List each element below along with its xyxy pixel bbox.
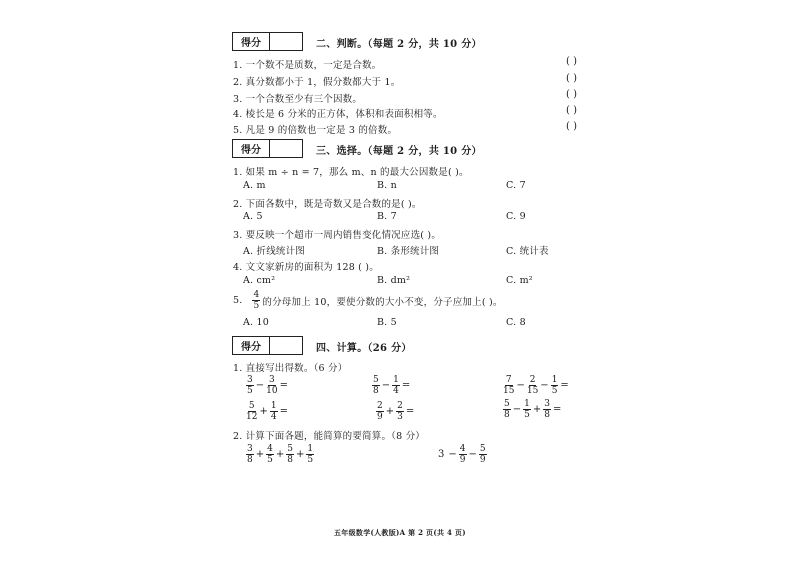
fraction-denominator: 5 bbox=[307, 455, 314, 465]
fraction-numerator: 2 bbox=[397, 401, 403, 411]
choice-q2-opt-c[interactable]: C. 9 bbox=[506, 211, 526, 222]
fraction bbox=[246, 375, 254, 396]
calc-expression-6[interactable] bbox=[503, 399, 563, 420]
page-footer: 五年级数学(人教版)A 第 2 页(共 4 页) bbox=[334, 528, 466, 537]
fraction-numerator: 3 bbox=[247, 444, 253, 454]
fraction-denominator: 12 bbox=[246, 412, 258, 422]
equals-sign: = bbox=[560, 380, 569, 391]
fraction bbox=[523, 399, 531, 420]
fraction bbox=[286, 444, 294, 465]
score-box-sec2 bbox=[232, 32, 303, 51]
section-2-title: 二、判断。（每题 2 分，共 10 分） bbox=[316, 39, 482, 50]
operator: − bbox=[255, 380, 265, 391]
fraction-denominator: 8 bbox=[544, 410, 550, 420]
answer-paren-3[interactable]: ( ) bbox=[566, 89, 577, 100]
fraction bbox=[376, 401, 384, 422]
fraction-numerator: 3 bbox=[247, 375, 253, 385]
fraction-numerator: 5 bbox=[504, 399, 510, 409]
fraction bbox=[479, 444, 487, 465]
fraction bbox=[503, 399, 511, 420]
choice-q5-opt-b[interactable]: B. 5 bbox=[377, 317, 397, 328]
choice-q2-opt-b[interactable]: B. 7 bbox=[377, 211, 397, 222]
fraction-numerator: 5 bbox=[373, 375, 379, 385]
score-box-blank bbox=[270, 337, 302, 354]
equals-sign: = bbox=[279, 380, 288, 391]
choice-q5-number: 5. bbox=[233, 295, 243, 306]
fraction-denominator: 3 bbox=[397, 412, 403, 422]
choice-q4-opt-b[interactable]: B. dm² bbox=[377, 275, 411, 286]
answer-paren-5[interactable]: ( ) bbox=[566, 121, 577, 132]
answer-paren-2[interactable]: ( ) bbox=[566, 73, 577, 84]
choice-q1-opt-b[interactable]: B. n bbox=[377, 180, 397, 191]
choice-q3-opt-c[interactable]: C. 统计表 bbox=[506, 246, 549, 257]
fraction bbox=[543, 399, 551, 420]
fraction-numerator: 1 bbox=[270, 401, 277, 411]
calc-expression-7[interactable] bbox=[246, 444, 314, 465]
calc-expression-2[interactable] bbox=[372, 375, 412, 396]
choice-q5 bbox=[233, 290, 503, 311]
choice-q2-opt-a[interactable]: A. 5 bbox=[243, 211, 263, 222]
operator: − bbox=[468, 449, 477, 460]
fraction bbox=[392, 375, 400, 396]
fraction-numerator: 2 bbox=[529, 375, 536, 385]
judge-item-3: 3. 一个合数至少有三个因数。 bbox=[233, 94, 363, 105]
choice-q4-opt-a[interactable]: A. cm² bbox=[243, 275, 276, 286]
score-box-label: 得分 bbox=[233, 337, 270, 354]
score-box-blank bbox=[270, 140, 302, 157]
fraction-denominator: 9 bbox=[479, 455, 486, 465]
score-box-blank bbox=[270, 33, 302, 50]
fraction bbox=[270, 401, 278, 422]
fraction bbox=[246, 401, 257, 422]
choice-q3: 3. 要反映一个超市一周内销售变化情况应选( )。 bbox=[233, 230, 442, 241]
calc-subtitle-2: 2. 计算下面各题，能简算的要简算。（8 分） bbox=[233, 431, 425, 442]
fraction-numerator: 4 bbox=[253, 290, 260, 300]
answer-paren-4[interactable]: ( ) bbox=[566, 105, 577, 116]
fraction bbox=[551, 375, 559, 396]
fraction bbox=[527, 375, 538, 396]
section-3-title: 三、选择。（每题 2 分，共 10 分） bbox=[316, 146, 482, 157]
fraction-denominator: 4 bbox=[393, 386, 399, 396]
operator: + bbox=[295, 449, 305, 460]
fraction-denominator: 15 bbox=[526, 386, 539, 396]
fraction-denominator: 4 bbox=[270, 412, 277, 422]
fraction-numerator: 4 bbox=[459, 444, 466, 454]
fraction-denominator: 5 bbox=[253, 301, 260, 311]
answer-paren-1[interactable]: ( ) bbox=[566, 56, 577, 67]
fraction-numerator: 3 bbox=[268, 375, 275, 385]
operator: + bbox=[532, 404, 542, 415]
judge-item-5: 5. 凡是 9 的倍数也一定是 3 的倍数。 bbox=[233, 125, 398, 136]
calc-subtitle-1: 1. 直接写出得数。（6 分） bbox=[233, 363, 348, 374]
calc-expression-8[interactable] bbox=[436, 444, 487, 465]
equals-sign: = bbox=[405, 406, 415, 417]
fraction-denominator: 8 bbox=[373, 386, 379, 396]
fraction-numerator: 1 bbox=[307, 444, 314, 454]
operator: + bbox=[255, 449, 265, 460]
score-box-sec4 bbox=[232, 336, 303, 355]
choice-q3-opt-b[interactable]: B. 条形统计图 bbox=[377, 246, 440, 257]
choice-q4: 4. 文文家新房的面积为 128 ( )。 bbox=[233, 262, 379, 273]
equals-sign: = bbox=[401, 380, 411, 391]
operator: − bbox=[448, 449, 457, 460]
fraction-numerator: 3 bbox=[544, 399, 550, 409]
fraction-denominator: 5 bbox=[524, 410, 530, 420]
operator: − bbox=[512, 404, 522, 415]
operator: + bbox=[259, 406, 268, 417]
choice-q5-opt-a[interactable]: A. 10 bbox=[243, 317, 269, 328]
choice-q5-text: 的分母加上 10，要使分数的大小不变，分子应加上( )。 bbox=[262, 296, 503, 308]
judge-item-1: 1. 一个数不是质数，一定是合数。 bbox=[233, 60, 382, 71]
fraction-denominator: 9 bbox=[377, 412, 383, 422]
choice-q3-opt-a[interactable]: A. 折线统计图 bbox=[243, 246, 306, 257]
fraction bbox=[266, 444, 274, 465]
fraction bbox=[266, 375, 277, 396]
fraction-numerator: 4 bbox=[267, 444, 273, 454]
judge-item-4: 4. 棱长是 6 分米的正方体，体积和表面积相等。 bbox=[233, 109, 443, 120]
fraction-numerator: 1 bbox=[393, 375, 399, 385]
fraction-denominator: 10 bbox=[266, 386, 278, 396]
fraction-numerator: 1 bbox=[524, 399, 530, 409]
operator: − bbox=[540, 380, 549, 391]
fraction-numerator: 7 bbox=[505, 375, 512, 385]
fraction-denominator: 8 bbox=[247, 455, 253, 465]
fraction-numerator: 5 bbox=[287, 444, 293, 454]
choice-q2: 2. 下面各数中，既是奇数又是合数的是( )。 bbox=[233, 199, 422, 210]
fraction-denominator: 15 bbox=[503, 386, 515, 396]
calc-expression-3[interactable] bbox=[503, 375, 571, 396]
equals-sign: = bbox=[552, 404, 562, 415]
calc-expression-4[interactable] bbox=[246, 401, 290, 422]
fraction-denominator: 5 bbox=[247, 386, 253, 396]
fraction-denominator: 5 bbox=[267, 455, 273, 465]
operator: + bbox=[385, 406, 395, 417]
score-box-label: 得分 bbox=[233, 33, 270, 50]
fraction-numerator: 2 bbox=[377, 401, 383, 411]
fraction bbox=[459, 444, 467, 465]
operator: − bbox=[381, 380, 391, 391]
fraction bbox=[396, 401, 404, 422]
fraction-numerator: 1 bbox=[551, 375, 558, 385]
fraction bbox=[503, 375, 514, 396]
choice-q5-opt-c[interactable]: C. 8 bbox=[506, 317, 526, 328]
score-box-label: 得分 bbox=[233, 140, 270, 157]
fraction bbox=[246, 444, 254, 465]
calc-expression-1[interactable] bbox=[246, 375, 290, 396]
fraction-denominator: 8 bbox=[287, 455, 293, 465]
choice-q5-fraction bbox=[252, 290, 260, 311]
equals-sign: = bbox=[279, 406, 288, 417]
fraction-denominator: 8 bbox=[504, 410, 510, 420]
choice-q1-opt-c[interactable]: C. 7 bbox=[506, 180, 526, 191]
judge-item-2: 2. 真分数都小于 1，假分数都大于 1。 bbox=[233, 77, 401, 88]
score-box-sec3 bbox=[232, 139, 303, 158]
fraction bbox=[372, 375, 380, 396]
choice-q1-opt-a[interactable]: A. m bbox=[243, 180, 266, 191]
number: 3 bbox=[438, 449, 445, 460]
operator: − bbox=[516, 380, 525, 391]
calc-expression-5[interactable] bbox=[376, 401, 416, 422]
choice-q1: 1. 如果 m ÷ n = 7，那么 m、n 的最大公因数是( )。 bbox=[233, 167, 469, 178]
section-4-title: 四、计算。（26 分） bbox=[316, 343, 412, 354]
fraction-numerator: 5 bbox=[479, 444, 486, 454]
fraction-denominator: 9 bbox=[459, 455, 466, 465]
fraction-denominator: 5 bbox=[551, 386, 558, 396]
operator: + bbox=[275, 449, 285, 460]
choice-q4-opt-c[interactable]: C. m² bbox=[506, 275, 533, 286]
fraction-numerator: 5 bbox=[248, 401, 255, 411]
fraction bbox=[306, 444, 314, 465]
